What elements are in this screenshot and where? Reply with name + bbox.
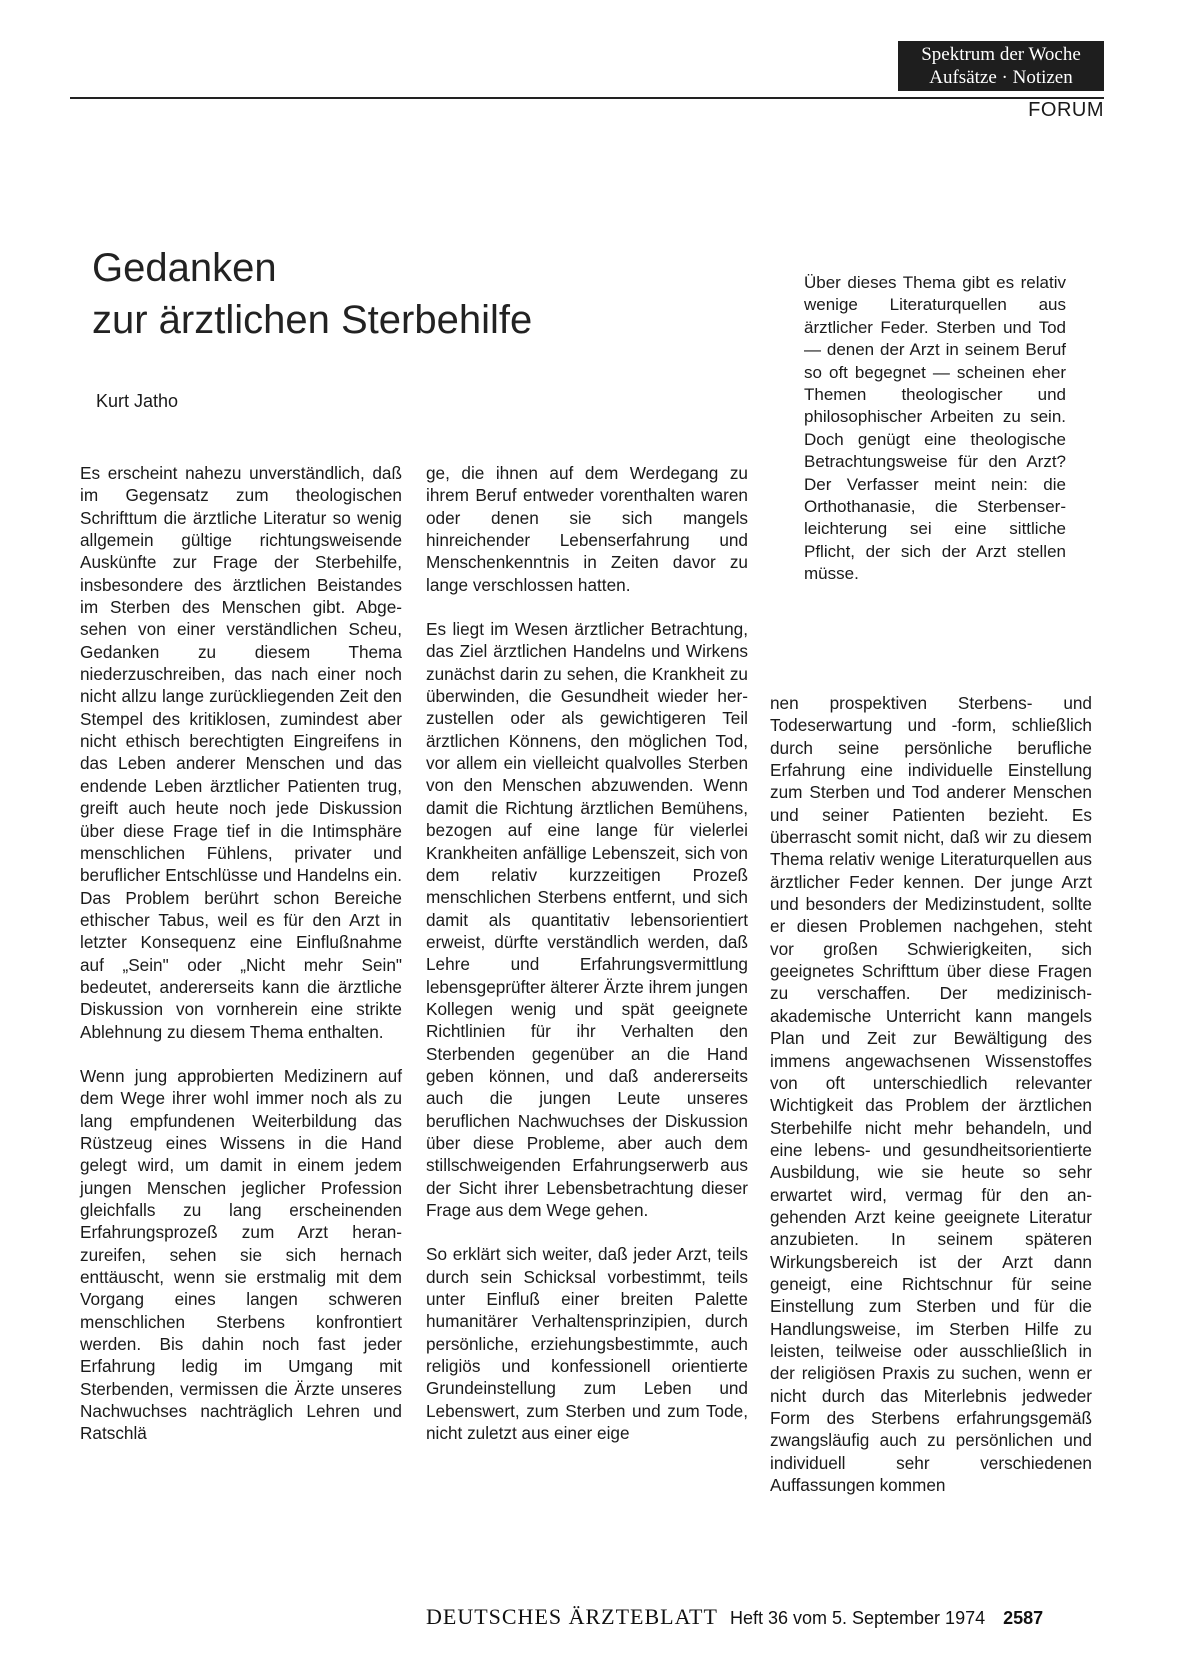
title-line-1: Gedanken xyxy=(92,246,277,290)
paragraph: Es erscheint nahezu unverständlich, daß im Gegensatz zum theologischen Schrifttum die ärztliche Literatur so wenig allgemein gültige richtungsweisende Auskünfte zur Frage der Sterbehilfe, insbesondere des ärztlichen Beistandes im Sterben des Menschen gibt. Abgesehen von einer verständlichen Scheu, Gedanken zu diesem Thema niederzuschreiben, das nach einer noch nicht allzu lange zurückliegenden Zeit den Stempel des kritiklosen, zumindest aber nicht ethisch berechtigten Eingreifens in das Leben anderer Menschen und das endende Leben ärztlicher Patienten trug, greift auch heute noch jede Diskussion über diese Frage tief in die Intimsphäre menschlichen Fühlens, privater und beruflicher Entschlüsse und Handelns ein. Das Problem berührt schon Bereiche ethischer Tabus, weil es für den Arzt in letzter Konsequenz eine Einflußnahme auf „Sein" oder „Nicht mehr Sein" bedeutet, andererseits kann die ärztliche Diskussion von vornherein eine strikte Ablehnung zu diesem Thema enthalten. xyxy=(80,463,402,1042)
badge-line-2: Aufsätze · Notizen xyxy=(929,67,1073,88)
section-label: FORUM xyxy=(1028,99,1104,121)
paragraph: ge, die ihnen auf dem Werdegang zu ihrem Beruf entweder vorenthalten waren oder denen sie sich mangels hinreichender Lebenserfahrung und Menschenkenntnis in Zeiten davor zu lange verschlossen hatten. xyxy=(426,463,748,595)
text-column-2 xyxy=(426,462,748,1444)
page-footer xyxy=(426,1604,1043,1630)
text-column-3 xyxy=(770,692,1092,1496)
title-line-2: zur ärztlichen Sterbehilfe xyxy=(92,298,533,342)
paragraph: So erklärt sich weiter, daß jeder Arzt, teils durch sein Schicksal vorbestimmt, teils unter Einfluß einer breiten Palette humanitärer Verhaltensprinzipien, durch persönliche, erziehungsbestimmte, auch religiös und konfessionell orientierte Grundeinstellung zum Leben und Lebenswert, zum Sterben und zum Tode, nicht zuletzt aus einer eige xyxy=(426,1244,748,1444)
paragraph: Es liegt im Wesen ärztlicher Betrachtung, das Ziel ärztlichen Handelns und Wirkens zunächst darin zu sehen, die Krankheit zu überwinden, die Gesundheit wieder herzustellen oder als gewichtigeren Teil ärztlichen Könnens, den möglichen Tod, vor allem ein vielleicht qualvolles Sterben von den Menschen abzuwenden. Wenn damit die Richtung ärztlichen Bemühens, bezogen auf eine lange für vielerlei Krankheiten anfällige Lebenszeit, sich von dem relativ kurzzeitigen Prozeß menschlichen Sterbens entfernt, und sich damit als quantitativ lebensorientiert erweist, dürfte verständlich werden, daß Lehre und Erfahrungsvermittlung lebensgeprüfter älterer Ärzte ihrem jungen Kollegen wenig und spät geeignete Richtlinien für ihr Verhalten den Sterbenden gegenüber an die Hand geben können, und daß andererseits auch die jungen Leute unseres beruflichen Nachwuchses der Diskussion über diese Probleme, aber auch dem stillschweigenden Erfahrungserwerb aus der Sicht ihrer Lebensbetrachtung dieser Frage aus dem Wege gehen. xyxy=(426,619,748,1220)
article-title xyxy=(92,242,652,346)
issue-info: Heft 36 vom 5. September 1974 xyxy=(729,1608,986,1628)
badge-line-1: Spektrum der Woche xyxy=(921,44,1081,65)
journal-name: DEUTSCHES ÄRZTEBLATT xyxy=(426,1604,718,1629)
article-abstract: Über dieses Thema gibt es relativ wenige Literaturquellen aus ärztlicher Feder. Sterben und Tod — denen der Arzt in seinem Beruf so oft begegnet — scheinen eher Themen theologischer und philosophischer Arbeiten zu sein. Doch genügt eine theologische Betrachtungsweise für den Arzt? Der Verfasser meint nein: die Orthothanasie, die Sterbenserleichterung sei eine sittliche Pflicht, der sich der Arzt stellen müsse. xyxy=(804,273,1066,584)
text-column-1 xyxy=(80,462,402,1445)
paragraph: nen prospektiven Sterbens- und Todeserwartung und -form, schließlich durch seine persönliche berufliche Erfahrung eine individuelle Einstellung zum Sterben und Tod anderer Menschen und seiner Patienten bezieht. Es überrascht somit nicht, daß wir zu diesem Thema relativ wenige Literaturquellen aus ärztlicher Feder kennen. Der junge Arzt und besonders der Medizinstudent, sollte er diesen Problemen nachgehen, steht vor großen Schwierigkeiten, sich geeignetes Schrifttum über diese Fragen zu verschaffen. Der medizinisch-akademische Unterricht kann mangels Plan und Zeit zur Bewältigung des immens angewachsenen Wissenstoffes von oft unterschiedlich relevanter Wichtigkeit das Problem der ärztlichen Sterbehilfe nicht mehr behandeln, und eine lebens- und gesundheitsorientierte Ausbildung, wie sie heute so sehr erwartet wird, vermag für den angehenden Arzt keine geeignete Literatur anzubieten. In seinem späteren Wirkungsbereich ist der Arzt dann geneigt, eine Richtschnur für seine Einstellung zum Sterben und für die Handlungsweise, im Sterben Hilfe zu leisten, teilweise oder ausschließlich in der religiösen Praxis zu suchen, wenn er nicht durch das Miterlebnis jedweder Form des Sterbens erfahrungsgemäß zwangsläufig auch zu persönlichen und individuell sehr verschiedenen Auffassungen kommen xyxy=(770,693,1092,1496)
page-number: 2587 xyxy=(1003,1608,1044,1628)
paragraph: Wenn jung approbierten Medizinern auf dem Wege ihrer wohl immer noch als zu lang empfundenen Weiterbildung das Rüstzeug eines Wissens in die Hand gelegt wird, um damit in einem jedem jungen Menschen jeglicher Profession gleichfalls zu lang erscheinenden Erfahrungsprozeß zum Arzt heranzureifen, sehen sie sich hernach enttäuscht, wenn sie erstmalig mit dem Vorgang eines langen schweren menschlichen Sterbens konfrontiert werden. Bis dahin noch fast jeder Erfahrung ledig im Umgang mit Sterbenden, vermissen die Ärzte unseres Nachwuchses nachträglich Lehren und Ratschlä xyxy=(80,1065,402,1444)
author-name: Kurt Jatho xyxy=(96,391,179,411)
header-rule xyxy=(70,97,1104,99)
section-badge xyxy=(898,41,1104,91)
